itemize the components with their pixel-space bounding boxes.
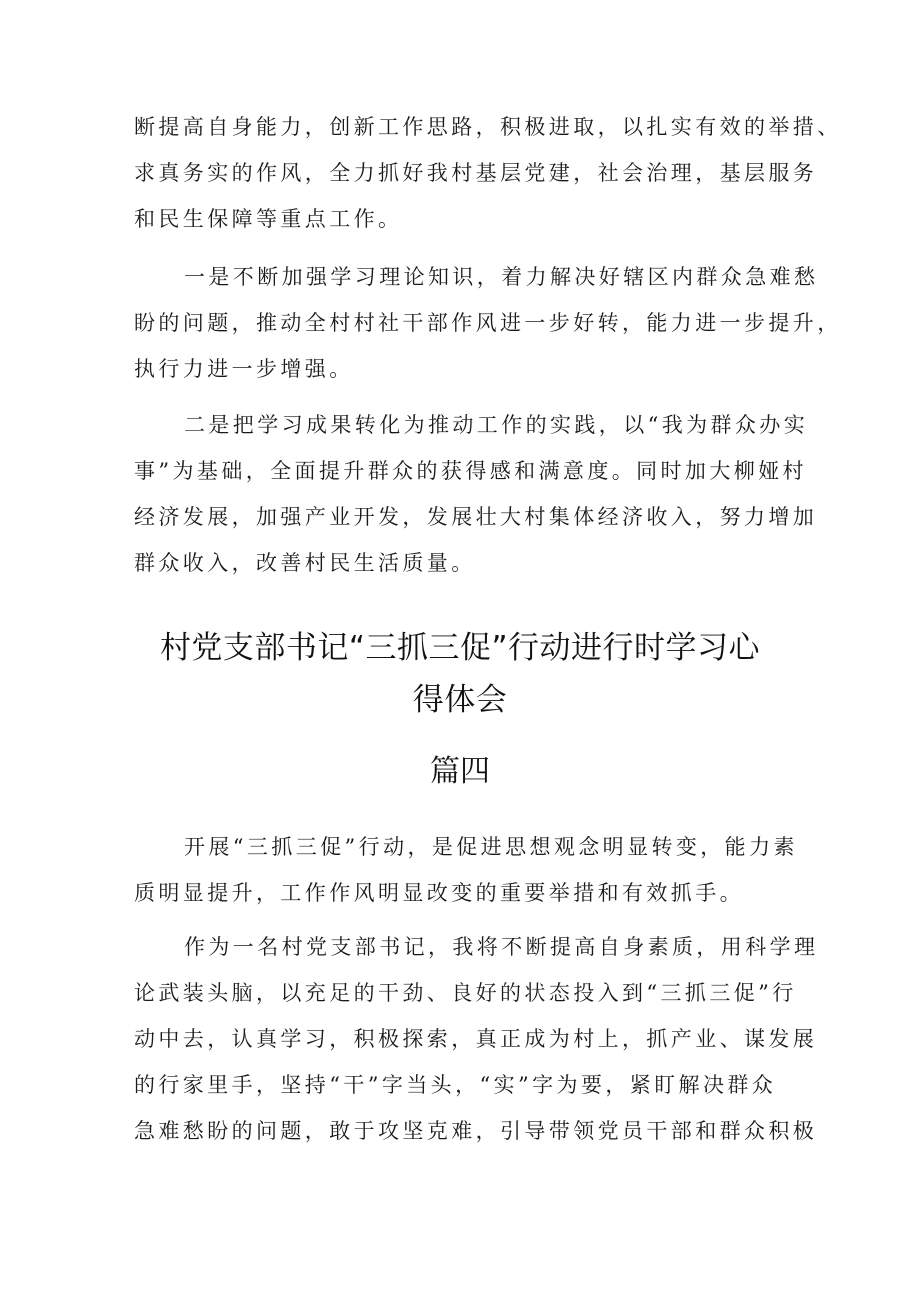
paragraph-point-one [134, 254, 842, 392]
text-line: 论武装头脑，以充足的干劲、良好的状态投入到“三抓三促”行 [134, 981, 797, 1005]
paragraph-commitment [134, 924, 819, 1154]
text-line: 盼的问题，推动全村村社干部作风进一步好转，能力进一步提升， [134, 311, 842, 335]
text-line: 和民生保障等重点工作。 [134, 207, 403, 231]
text-line: 急难愁盼的问题，敢于攻坚克难，引导带领党员干部和群众积极 [134, 1119, 818, 1143]
paragraph-intro [134, 824, 798, 916]
text-line: 动中去，认真学习，积极探索，真正成为村上，抓产业、谋发展 [134, 1027, 818, 1051]
section-heading: 篇四 [430, 754, 490, 789]
text-line: 经济发展，加强产业开发，发展壮大村集体经济收入，努力增加 [134, 505, 818, 529]
text-line: 求真务实的作风，全力抓好我村基层党建，社会治理，基层服务 [134, 161, 818, 185]
article-title-line: 村党支部书记“三抓三促”行动进行时学习心 [159, 630, 761, 666]
paragraph-continued [134, 104, 842, 242]
text-line: 作为一名村党支部书记，我将不断提高自身素质，用科学理 [184, 935, 819, 959]
text-line: 质明显提升，工作作风明显改变的重要举措和有效抓手。 [134, 881, 744, 905]
text-line: 二是把学习成果转化为推动工作的实践，以“我为群众办实 [184, 413, 809, 437]
text-line: 的行家里手，坚持“干”字当头，“实”字为要，紧盯解决群众 [134, 1073, 777, 1097]
article-title [0, 622, 920, 726]
text-line: 断提高自身能力，创新工作思路，积极进取，以扎实有效的举措、 [134, 115, 842, 139]
text-line: 执行力进一步增强。 [134, 357, 354, 381]
text-line: 事”为基础，全面提升群众的获得感和满意度。同时加大柳娅村 [134, 459, 807, 483]
article-title-line: 得体会 [412, 682, 508, 718]
paragraph-point-two [134, 402, 818, 586]
text-line: 一是不断加强学习理论知识，着力解决好辖区内群众急难愁 [184, 265, 819, 289]
text-line: 群众收入，改善村民生活质量。 [134, 551, 476, 575]
text-line: 开展“三抓三促”行动，是促进思想观念明显转变，能力素 [184, 835, 798, 859]
